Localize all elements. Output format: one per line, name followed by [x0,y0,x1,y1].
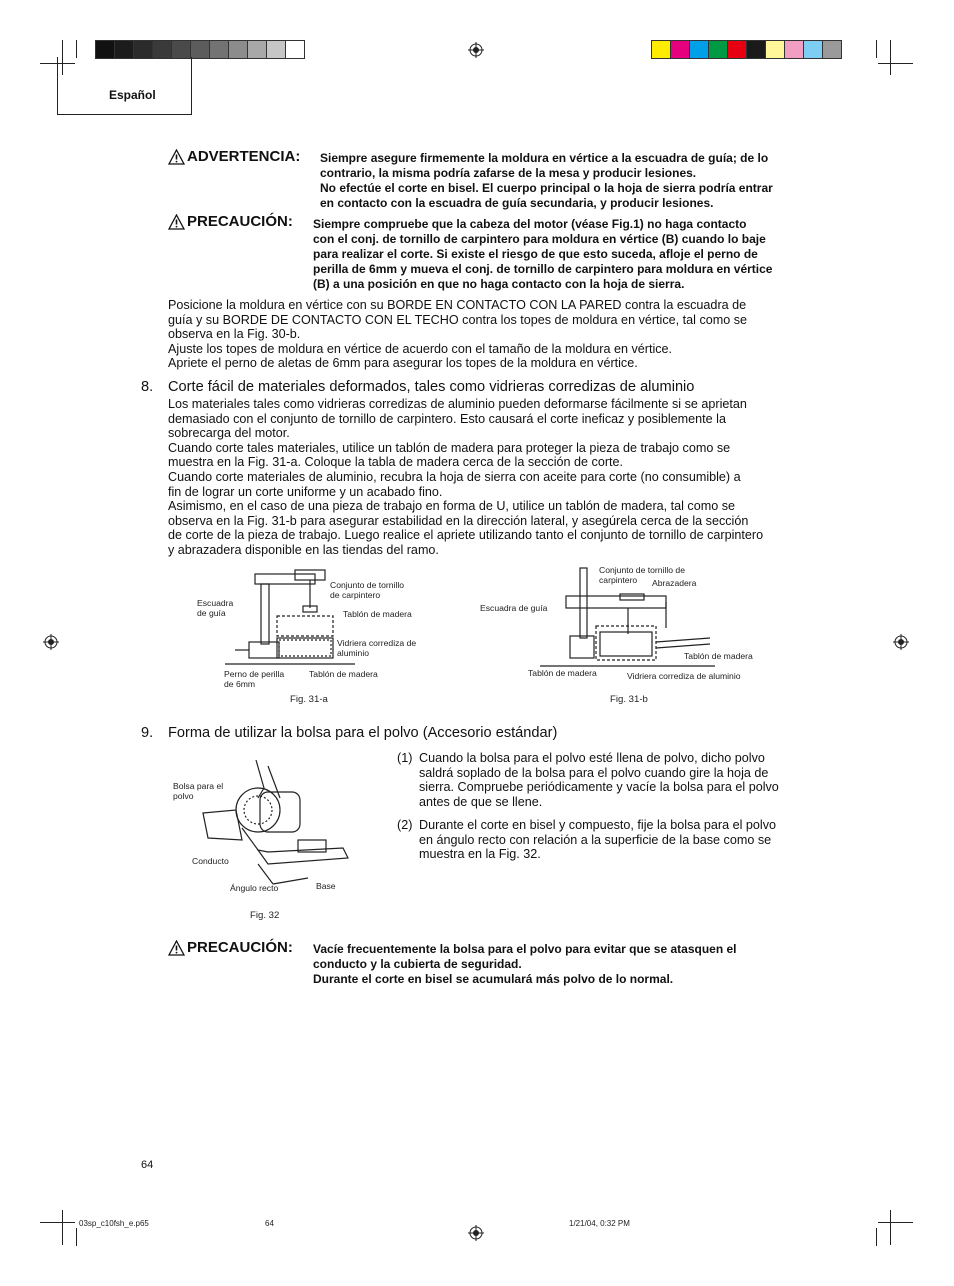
section-9-item-2-number: (2) [397,818,413,832]
color-swatch [247,40,267,59]
color-swatch [266,40,286,59]
section-9-number: 9. [141,725,154,741]
caution-heading: PRECAUCIÓN: [168,213,293,230]
registration-mark-icon [468,42,484,58]
warning-triangle-icon [168,940,185,956]
section-9-item-1-text: Cuando la bolsa para el polvo esté llena de polvo, dicho polvo saldrá soplado de la bolsa para el polvo cuando gire la hoja de sierra. Compruebe periódicamente y vacíe la bolsa para el polvo antes de que se llene. [419,751,779,809]
color-swatch [822,40,842,59]
fig-31b-label-plank-right: Tablón de madera [684,651,753,661]
fig-32-label-angle: Ángulo recto [230,883,279,893]
color-swatch [765,40,785,59]
color-swatch [209,40,229,59]
fig-31b-label-clamp: Conjunto de tornillo de carpintero [599,565,685,585]
language-tab [57,57,192,115]
color-swatch [727,40,747,59]
section-8-number: 8. [141,379,154,395]
fig-31a-label-guide: Escuadra de guía [197,598,234,618]
caution-text: Siempre compruebe que la cabeza del motor (véase Fig.1) no haga contacto con el conj. de tornillo de carpintero para moldura en vértice (B) cuando lo baje para realizar el corte. Si existe el riesgo de que esto suceda, afloje el perno de perilla de 6mm y mueva el conj. de tornillo de carpintero para moldura en vértice (B) a una posición en que no haga contacto con la hoja de sierra. [313,217,773,291]
fig-32-caption: Fig. 32 [250,910,280,921]
warning-triangle-icon [168,214,185,230]
section-9-item-1-number: (1) [397,751,413,765]
page-number: 64 [141,1159,154,1171]
fig-31b-caption: Fig. 31-b [610,694,648,705]
fig-32-label-base: Base [316,881,336,891]
intro-paragraph: Posicione la moldura en vértice con su BORDE EN CONTACTO CON LA PARED contra la escuadra de guía y su BORDE DE CONTACTO CON EL TECHO contra los topes de moldura en vértice, tal como se observa en la Fig. 30-b. Ajuste los topes de moldura en vértice de acuerdo con el tamaño de la moldura en vértice. Apriete el perno de aletas de 6mm para asegurar los topes de la moldura en vértice. [168,298,748,371]
fig-31a-label-clamp: Conjunto de tornillo de carpintero [330,580,405,600]
footer-page: 64 [265,1219,274,1228]
registration-mark-icon [893,634,909,650]
footer-timestamp: 1/21/04, 0:32 PM [569,1219,630,1228]
color-swatch [190,40,210,59]
fig-31a-caption: Fig. 31-a [290,694,328,705]
fig-31a-label-plank-top: Tablón de madera [343,609,412,619]
fig-31b-label-guide: Escuadra de guía [480,603,548,613]
section-9-title: Forma de utilizar la bolsa para el polvo (Accesorio estándar) [168,725,558,741]
language-label: Español [109,88,156,102]
fig-32-label-bag: Bolsa para el polvo [173,781,224,801]
fig-31b-label-glass: Vidriera corrediza de aluminio [627,671,741,681]
color-swatch [708,40,728,59]
section-8-body: Los materiales tales como vidrieras corredizas de aluminio pueden deformarse fácilmente si se aprietan demasiado con el conjunto de tornillo de carpintero. Esto causará el corte ineficaz y posiblemente la sobrecarga del motor. Cuando corte tales materiales, utilice un tablón de madera para proteger la pieza de trabajo como se muestra en la Fig. 31-a. Coloque la tabla de madera cerca de la sección de corte. Cuando corte materiales de aluminio, recubra la hoja de sierra con aceite para corte (no consumible) a fin de lograr un corte uniforme y un acabado fino. Asimismo, en el caso de una pieza de trabajo en forma de U, utilice un tablón de madera, tal como se observa en la Fig. 31-b para asegurar estabilidad en la dirección lateral, y asegúrela cerca de la sección de corte de la pieza de trabajo. Luego realice el apriete utilizando tanto el conjunto de tornillo de carpintero y abrazadera disponible en las tiendas del ramo. [168,397,764,557]
color-swatch [651,40,671,59]
warning-heading: ADVERTENCIA: [168,148,300,165]
warning-triangle-icon [168,149,185,165]
color-swatch [670,40,690,59]
fig-32-illustration [198,758,353,893]
section-9-item-2-text: Durante el corte en bisel y compuesto, fije la bolsa para el polvo en ángulo recto con relación a la superficie de la base como se muestra en la Fig. 32. [419,818,777,862]
color-swatch [689,40,709,59]
fig-32-label-duct: Conducto [192,856,229,866]
footer-file: 03sp_c10fsh_e.p65 [79,1219,149,1228]
color-swatch [803,40,823,59]
fig-31a-label-plank-bottom: Tablón de madera [309,669,378,679]
warning-text: Siempre asegure firmemente la moldura en vértice a la escuadra de guía; de lo contrario, la misma podría zafarse de la mesa y producir lesiones. No efectúe el corte en bisel. El cuerpo principal o la hoja de sierra podría entrar en contacto con la escuadra de guía secundaria, y producir lesiones. [320,151,773,210]
fig-31a-label-bolt: Perno de perilla de 6mm [224,669,285,689]
fig-31b-label-bracket: Abrazadera [652,578,697,588]
caution-heading-2: PRECAUCIÓN: [168,939,293,956]
color-swatch [228,40,248,59]
fig-31a-label-glass: Vidriera corrediza de aluminio [337,638,417,658]
caution-2-text: Vacíe frecuentemente la bolsa para el polvo para evitar que se atasquen el conducto y la cubierta de seguridad. Durante el corte en bisel se acumulará más polvo de lo normal. [313,942,737,986]
section-8-title: Corte fácil de materiales deformados, tales como vidrieras corredizas de aluminio [168,379,695,395]
color-swatch [746,40,766,59]
fig-31b-label-plank-left: Tablón de madera [528,668,597,678]
registration-mark-icon [468,1225,484,1241]
registration-mark-icon [43,634,59,650]
color-swatch [784,40,804,59]
color-swatch [285,40,305,59]
